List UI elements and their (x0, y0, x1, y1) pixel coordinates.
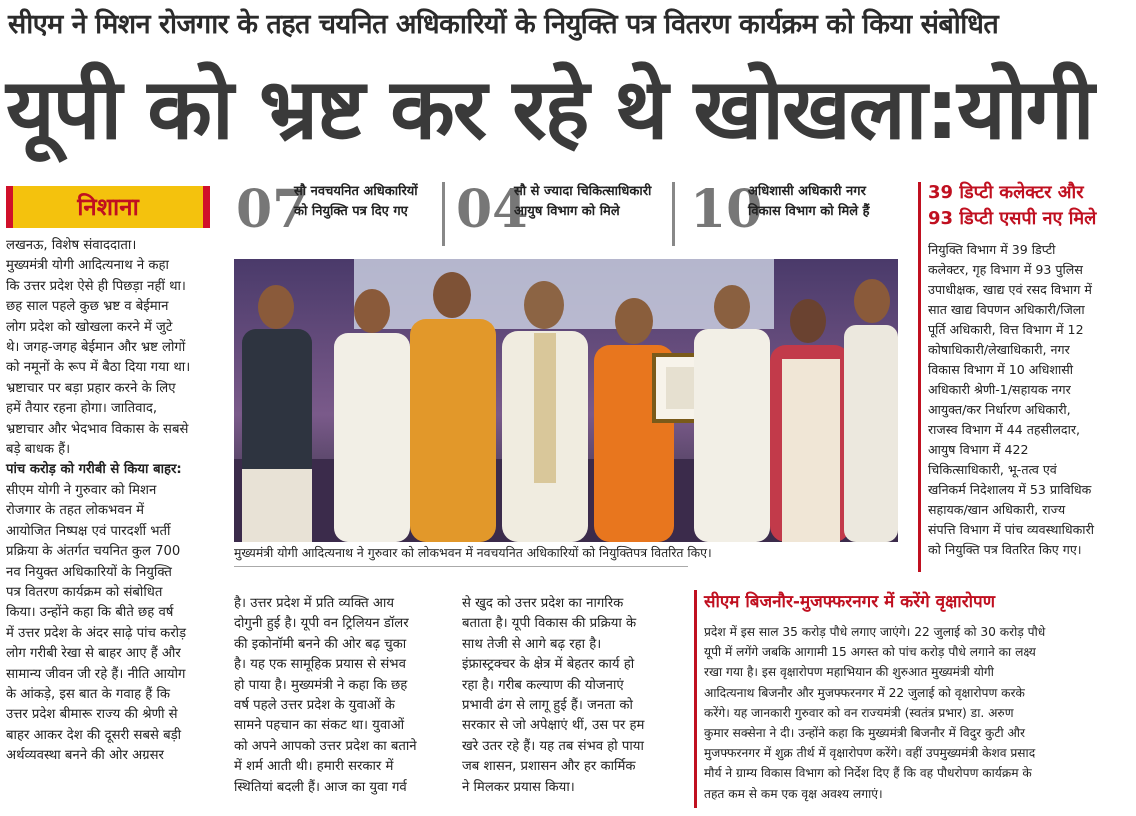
text-line: पूर्ति अधिकारी, वित्त विभाग में 12 (928, 322, 1084, 337)
text-line: कुमार सक्सेना ने दी। उन्होंने कहा कि मुख्यमंत्री बिजनौर में विदुर कुटी और (704, 726, 1025, 741)
text-line: को नमूनों के रूप में बैठा दिया गया था। (6, 360, 191, 376)
text-line: नियुक्ति विभाग में 39 डिप्टी (928, 242, 1056, 257)
text-line: को नियुक्ति पत्र वितरित किए गए। (928, 542, 1082, 557)
text-line: थे। जगह-जगह बेईमान और भ्रष्ट लोगों (6, 340, 186, 356)
text-line: में शर्म आती थी। हमारी सरकार में (234, 759, 394, 775)
text-line: को अपने आपको उत्तर प्रदेश का बताने (234, 738, 417, 754)
divider (234, 566, 688, 567)
text-line: अर्थव्यवस्था बनने की ओर अग्रसर (6, 748, 164, 764)
stat-1-text: सौ नवचयनित अधिकारियों को नियुक्ति पत्र दिए गए (294, 184, 418, 219)
event-photo-illustration (234, 259, 898, 542)
text-line: हमें तैयार रहना होगा। जातिवाद, (6, 401, 158, 417)
bottom-box-title: सीएम बिजनौर-मुजफ्फरनगर में करेंगे वृक्षारोपण (704, 592, 995, 612)
text-line: लखनऊ, विशेष संवाददाता। (6, 238, 137, 253)
text-line: रोजगार के तहत लोकभवन में (6, 503, 145, 519)
text-line: आदित्यनाथ बिजनौर और मुजफ्फरनगर में 22 जुलाई को वृक्षारोपण करके (704, 685, 1025, 700)
text-line: बाहर आकर देश की दूसरी सबसे बड़ी (6, 727, 182, 743)
text-line: उत्तर प्रदेश बीमारू राज्य की श्रेणी से (6, 707, 178, 723)
kicker: सीएम ने मिशन रोजगार के तहत चयनित अधिकारियों के नियुक्ति पत्र वितरण कार्यक्रम को किया संबोधित (8, 9, 999, 40)
text-line: दोगुनी हुई है। यूपी वन ट्रिलियन डॉलर (234, 616, 409, 632)
text-line: भ्रष्टाचार और भेदभाव विकास के सबसे (6, 421, 189, 437)
text-line: हो पाया है। मुख्यमंत्री ने कहा कि छह (234, 677, 408, 693)
text-line: भ्रष्टाचार पर बड़ा प्रहार करने के लिए (6, 380, 176, 396)
text-line: सामान्य जीवन जी रहे हैं। नीति आयोग (6, 666, 186, 682)
text-line: लोग प्रदेश को खोखला करने में जुटे (6, 319, 173, 335)
text-line: प्रदेश में इस साल 35 करोड़ पौधे लगाए जाएंगे। 22 जुलाई को 30 करोड़ पौधे (704, 625, 1046, 639)
text-line: में उत्तर प्रदेश के अंदर साढ़े पांच करोड़ (6, 625, 187, 641)
stat-3 (690, 178, 900, 250)
text-line: लोग गरीबी रेखा से बाहर आए हैं और (6, 646, 181, 662)
text-line: वर्ष पहले उत्तर प्रदेश के युवाओं के (234, 698, 395, 714)
text-line: साथ तेजी से आगे बढ़ रहा है। (462, 636, 602, 652)
text-line: पत्र वितरण कार्यक्रम को संबोधित (6, 584, 163, 600)
headline: यूपी को भ्रष्ट कर रहे थे खोखला:योगी (6, 60, 1093, 158)
text-line: जब शासन, प्रशासन और हर कार्मिक (462, 759, 636, 775)
subhead: पांच करोड़ को गरीबी से किया बाहर: (6, 462, 182, 478)
text-line: है। उत्तर प्रदेश में प्रति व्यक्ति आय (234, 596, 394, 611)
bottom-box-border (694, 590, 697, 808)
stat-1 (236, 178, 436, 250)
text-line: रखा गया है। इस वृक्षारोपण महाभियान की शुरुआत मुख्यमंत्री योगी (704, 665, 994, 680)
text-line: चिकित्साधिकारी, भू-तत्व एवं (928, 462, 1057, 477)
text-line: संपत्ति विभाग में पांच व्यवस्थाधिकारी (928, 522, 1094, 537)
text-line: उपाधीक्षक, खाद्य एवं रसद विभाग में (928, 282, 1092, 297)
text-line: के आंकड़े, इस बात के गवाह हैं कि (6, 686, 171, 702)
text-line: कलेक्टर, गृह विभाग में 93 पुलिस (928, 262, 1083, 277)
middle-column-2 (462, 594, 684, 798)
bottom-box-body (704, 622, 1132, 804)
stat-3-number: 10 (690, 179, 763, 240)
text-line: सहायक/खान अधिकारी, राज्य (928, 502, 1066, 517)
section-tag: निशाना (6, 186, 210, 228)
text-line: सामने पहचान का संकट था। युवाओं (234, 718, 405, 734)
text-line: इंफ्रास्ट्रक्चर के क्षेत्र में बेहतर कार्य हो (462, 657, 635, 673)
stat-2-text: सौ से ज्यादा चिकित्साधिकारी आयुष विभाग को मिले (514, 184, 652, 219)
text-line: की इकोनॉमी बनने की ओर बढ़ चुका (234, 636, 407, 652)
text-line: ने मिलकर प्रयास किया। (462, 779, 575, 795)
text-line: किया। उन्होंने कहा कि बीते छह वर्ष (6, 605, 174, 621)
text-line: खरे उतर रहे हैं। यह तब संभव हो पाया (462, 738, 644, 754)
text-line: से खुद को उत्तर प्रदेश का नागरिक (462, 596, 624, 611)
text-line: आयुक्त/कर निर्धारण अधिकारी, (928, 402, 1071, 417)
text-line: अधिकारी श्रेणी-1/सहायक नगर (928, 382, 1071, 397)
right-box-title-line: 93 डिप्टी एसपी नए मिले (928, 208, 1097, 229)
text-line: प्रभावी ढंग से लागू हुई हैं। जनता को (462, 698, 633, 714)
text-line: मौर्य ने ग्राम्य विकास विभाग को निर्देश दिए हैं कि वह पौधरोपण कार्यक्रम के (704, 766, 1032, 781)
stat-2-number: 04 (456, 179, 529, 240)
text-line: सरकार से जो अपेक्षाएं थीं, उस पर हम (462, 718, 645, 734)
left-column (6, 236, 214, 767)
stat-1-number: 07 (236, 179, 309, 240)
text-line: बड़े बाधक हैं। (6, 442, 71, 458)
text-line: करेंगे। यह जानकारी गुरुवार को वन राज्यमंत्री (स्वतंत्र प्रभार) डा. अरुण (704, 705, 1014, 720)
text-line: बताता है। यूपी विकास की प्रक्रिया के (462, 616, 637, 632)
text-line: सीएम योगी ने गुरुवार को मिशन (6, 482, 157, 498)
text-line: कि उत्तर प्रदेश ऐसे ही पिछड़ा नहीं था। (6, 278, 186, 294)
right-box-title (928, 180, 1132, 232)
text-line: आयोजित निष्पक्ष एवं पारदर्शी भर्ती (6, 523, 171, 539)
text-line: छह साल पहले कुछ भ्रष्ट व बेईमान (6, 299, 169, 315)
text-line: तहत कम से कम एक वृक्ष अवश्य लगाएं। (704, 786, 883, 801)
text-line: राजस्व विभाग में 44 तहसीलदार, (928, 422, 1080, 437)
text-line: सात खाद्य विपणन अधिकारी/जिला (928, 302, 1085, 317)
text-line: है। यह एक सामूहिक प्रयास से संभव (234, 657, 406, 673)
text-line: मुजफ्फरनगर में शुक्र तीर्थ में वृक्षारोपण करेंगे। वहीं उपमुख्यमंत्री केशव प्रसाद (704, 746, 1036, 761)
text-line: रहा है। गरीब कल्याण की योजनाएं (462, 677, 624, 693)
middle-column-1 (234, 594, 456, 798)
right-box-body (928, 240, 1132, 560)
stat-2 (456, 178, 666, 250)
text-line: आयुष विभाग में 422 (928, 442, 1029, 457)
event-photo (234, 259, 898, 542)
text-line: खनिकर्म निदेशालय में 53 प्राविधिक (928, 482, 1092, 497)
text-line: स्थितियां बदली हैं। आज का युवा गर्व (234, 779, 407, 795)
stat-divider (672, 182, 675, 246)
text-line: मुख्यमंत्री योगी आदित्यनाथ ने कहा (6, 258, 169, 274)
right-box-title-line: 39 डिप्टी कलेक्टर और (928, 182, 1084, 203)
text-line: यूपी में लगेंगे जबकि आगामी 15 अगस्त को पांच करोड़ पौधे लगाने का लक्ष्य (704, 645, 1036, 660)
stat-divider (442, 182, 445, 246)
text-line: कोषाधिकारी/लेखाधिकारी, नगर (928, 342, 1070, 357)
text-line: नव नियुक्त अधिकारियों के नियुक्ति (6, 564, 172, 580)
text-line: विकास विभाग में 10 अधिशासी (928, 362, 1073, 377)
photo-caption: मुख्यमंत्री योगी आदित्यनाथ ने गुरुवार को लोकभवन में नवचयनित अधिकारियों को नियुक्तिपत्र वितरित किए। (234, 545, 712, 560)
text-line: प्रक्रिया के अंतर्गत चयनित कुल 700 (6, 544, 181, 560)
right-box-border (918, 182, 921, 572)
stat-3-text: अधिशासी अधिकारी नगर विकास विभाग को मिले हैं (748, 184, 870, 219)
